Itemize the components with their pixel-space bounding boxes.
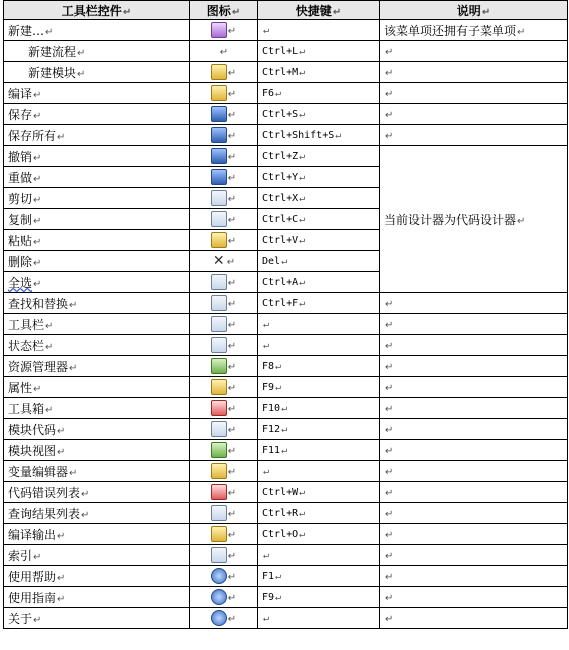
shortcut-cell: Ctrl+X↵ <box>258 188 380 209</box>
table-row <box>4 398 568 419</box>
shortcut-cell: Ctrl+Z↵ <box>258 146 380 167</box>
control-name-cell: 查找和替换↵ <box>4 293 190 314</box>
icon-cell: ↵ <box>190 461 258 482</box>
control-name-cell: 属性↵ <box>4 377 190 398</box>
icon-cell: ↵ <box>190 482 258 503</box>
icon-cell: ↵ <box>190 209 258 230</box>
description-cell: ↵ <box>380 335 568 356</box>
icon-cell: ↵ <box>190 125 258 146</box>
table-row <box>4 314 568 335</box>
icon-cell: ↵ <box>190 62 258 83</box>
shortcut-cell: ↵ <box>258 545 380 566</box>
icon-cell: ↵ <box>190 440 258 461</box>
undo-icon <box>211 148 227 164</box>
compile-output-icon <box>211 526 227 542</box>
copy-icon <box>211 211 227 227</box>
control-name-cell: 保存所有↵ <box>4 125 190 146</box>
shortcut-cell: Ctrl+O↵ <box>258 524 380 545</box>
description-cell: ↵ <box>380 83 568 104</box>
query-results-icon <box>211 505 227 521</box>
control-name-cell: 新建…↵ <box>4 20 190 41</box>
error-list-icon <box>211 484 227 500</box>
shortcut-cell: ↵ <box>258 608 380 629</box>
description-cell: ↵ <box>380 608 568 629</box>
save-all-icon <box>211 127 227 143</box>
help-icon <box>211 568 227 584</box>
control-name-cell: 变量编辑器↵ <box>4 461 190 482</box>
table-row <box>4 104 568 125</box>
table-row <box>4 587 568 608</box>
header-row <box>4 1 568 20</box>
icon-cell: ↵ <box>190 314 258 335</box>
control-name-cell: 代码错误列表↵ <box>4 482 190 503</box>
description-cell: ↵ <box>380 587 568 608</box>
table-row <box>4 503 568 524</box>
header-icon: 图标↵ <box>190 1 258 20</box>
explorer-icon <box>211 358 227 374</box>
icon-cell: ↵ <box>190 335 258 356</box>
toolbar-controls-table <box>3 0 568 629</box>
control-name-cell: 使用帮助↵ <box>4 566 190 587</box>
description-cell: ↵ <box>380 314 568 335</box>
description-cell: ↵ <box>380 503 568 524</box>
shortcut-cell: Ctrl+C↵ <box>258 209 380 230</box>
control-name-cell: 删除↵ <box>4 251 190 272</box>
description-cell: ↵ <box>380 62 568 83</box>
merged-description-cell: 当前设计器为代码设计器↵ <box>380 146 568 293</box>
variable-editor-icon <box>211 463 227 479</box>
icon-cell: ↵ <box>190 608 258 629</box>
control-name-cell: 剪切↵ <box>4 188 190 209</box>
table-row <box>4 377 568 398</box>
control-name-cell: 新建流程↵ <box>4 41 190 62</box>
shortcut-cell: F9↵ <box>258 587 380 608</box>
table-row <box>4 125 568 146</box>
control-name-cell: 查询结果列表↵ <box>4 503 190 524</box>
new-icon <box>211 22 227 38</box>
control-name-cell: 编译↵ <box>4 83 190 104</box>
shortcut-cell: ↵ <box>258 314 380 335</box>
shortcut-cell: Ctrl+V↵ <box>258 230 380 251</box>
icon-cell: ↵ <box>190 20 258 41</box>
icon-cell: ↵ <box>190 587 258 608</box>
description-cell: ↵ <box>380 440 568 461</box>
shortcut-cell: ↵ <box>258 461 380 482</box>
icon-cell: ↵ <box>190 167 258 188</box>
table-row <box>4 62 568 83</box>
paste-icon <box>211 232 227 248</box>
statusbar-icon <box>211 337 227 353</box>
shortcut-cell: Ctrl+R↵ <box>258 503 380 524</box>
table-row <box>4 146 568 167</box>
control-name-cell: 保存↵ <box>4 104 190 125</box>
delete-icon: ✕ <box>212 253 225 270</box>
header-description: 说明↵ <box>380 1 568 20</box>
description-cell: 该菜单项还拥有子菜单项↵ <box>380 20 568 41</box>
control-name-cell: 关于↵ <box>4 608 190 629</box>
shortcut-cell: Ctrl+A↵ <box>258 272 380 293</box>
icon-cell: ↵ <box>190 566 258 587</box>
icon-cell: ✕ ↵ <box>190 251 258 272</box>
control-name-cell: 模块视图↵ <box>4 440 190 461</box>
table-row <box>4 356 568 377</box>
description-cell: ↵ <box>380 566 568 587</box>
shortcut-cell: Del↵ <box>258 251 380 272</box>
table-row <box>4 524 568 545</box>
control-name-cell: 新建模块↵ <box>4 62 190 83</box>
icon-cell: ↵ <box>190 104 258 125</box>
shortcut-cell: Ctrl+L↵ <box>258 41 380 62</box>
shortcut-cell: Ctrl+Shift+S↵ <box>258 125 380 146</box>
icon-cell: ↵ <box>190 503 258 524</box>
table-row <box>4 440 568 461</box>
table-row <box>4 566 568 587</box>
compile-icon <box>211 85 227 101</box>
save-icon <box>211 106 227 122</box>
shortcut-cell: ↵ <box>258 335 380 356</box>
new-module-icon <box>211 64 227 80</box>
description-cell: ↵ <box>380 524 568 545</box>
description-cell: ↵ <box>380 104 568 125</box>
redo-icon <box>211 169 227 185</box>
icon-cell: ↵ <box>190 377 258 398</box>
icon-cell: ↵ <box>190 188 258 209</box>
toolbox-icon <box>211 400 227 416</box>
icon-cell: ↵ <box>190 419 258 440</box>
cut-icon <box>211 190 227 206</box>
shortcut-cell: Ctrl+Y↵ <box>258 167 380 188</box>
index-icon <box>211 547 227 563</box>
table-row <box>4 419 568 440</box>
find-replace-icon <box>211 295 227 311</box>
icon-cell: ↵ <box>190 293 258 314</box>
description-cell: ↵ <box>380 125 568 146</box>
toolbar-icon <box>211 316 227 332</box>
module-view-icon <box>211 442 227 458</box>
icon-cell: ↵ <box>190 272 258 293</box>
icon-cell: ↵ <box>190 83 258 104</box>
control-name-cell: 模块代码↵ <box>4 419 190 440</box>
description-cell: ↵ <box>380 419 568 440</box>
shortcut-cell: Ctrl+S↵ <box>258 104 380 125</box>
shortcut-cell: F12↵ <box>258 419 380 440</box>
control-name-cell: 状态栏↵ <box>4 335 190 356</box>
control-name-cell: 索引↵ <box>4 545 190 566</box>
shortcut-cell: F10↵ <box>258 398 380 419</box>
description-cell: ↵ <box>380 398 568 419</box>
table-row <box>4 482 568 503</box>
shortcut-cell: ↵ <box>258 20 380 41</box>
properties-icon <box>211 379 227 395</box>
control-name-cell: 工具栏↵ <box>4 314 190 335</box>
description-cell: ↵ <box>380 545 568 566</box>
shortcut-cell: Ctrl+M↵ <box>258 62 380 83</box>
select-all-icon <box>211 274 227 290</box>
header-control: 工具栏控件↵ <box>4 1 190 20</box>
icon-cell: ↵ <box>190 41 258 62</box>
description-cell: ↵ <box>380 377 568 398</box>
icon-cell: ↵ <box>190 230 258 251</box>
control-name-cell: 全选↵ <box>4 272 190 293</box>
icon-cell: ↵ <box>190 146 258 167</box>
description-cell: ↵ <box>380 482 568 503</box>
table-row <box>4 83 568 104</box>
shortcut-cell: F11↵ <box>258 440 380 461</box>
icon-cell: ↵ <box>190 356 258 377</box>
icon-cell: ↵ <box>190 545 258 566</box>
header-shortcut: 快捷键↵ <box>258 1 380 20</box>
shortcut-cell: F9↵ <box>258 377 380 398</box>
description-cell: ↵ <box>380 293 568 314</box>
control-name-cell: 粘贴↵ <box>4 230 190 251</box>
description-cell: ↵ <box>380 41 568 62</box>
table-row <box>4 293 568 314</box>
module-code-icon <box>211 421 227 437</box>
control-name-cell: 重做↵ <box>4 167 190 188</box>
icon-cell: ↵ <box>190 398 258 419</box>
shortcut-cell: Ctrl+F↵ <box>258 293 380 314</box>
table-row <box>4 20 568 41</box>
control-name-cell: 编译输出↵ <box>4 524 190 545</box>
table-row <box>4 335 568 356</box>
control-name-cell: 资源管理器↵ <box>4 356 190 377</box>
control-name-cell: 撤销↵ <box>4 146 190 167</box>
about-icon <box>211 610 227 626</box>
shortcut-cell: Ctrl+W↵ <box>258 482 380 503</box>
control-name-cell: 工具箱↵ <box>4 398 190 419</box>
table-row <box>4 41 568 62</box>
shortcut-cell: F8↵ <box>258 356 380 377</box>
icon-cell: ↵ <box>190 524 258 545</box>
guide-icon <box>211 589 227 605</box>
table-row <box>4 545 568 566</box>
description-cell: ↵ <box>380 356 568 377</box>
table-row <box>4 461 568 482</box>
shortcut-cell: F1↵ <box>258 566 380 587</box>
table-row <box>4 608 568 629</box>
shortcut-cell: F6↵ <box>258 83 380 104</box>
description-cell: ↵ <box>380 461 568 482</box>
control-name-cell: 复制↵ <box>4 209 190 230</box>
control-name-cell: 使用指南↵ <box>4 587 190 608</box>
